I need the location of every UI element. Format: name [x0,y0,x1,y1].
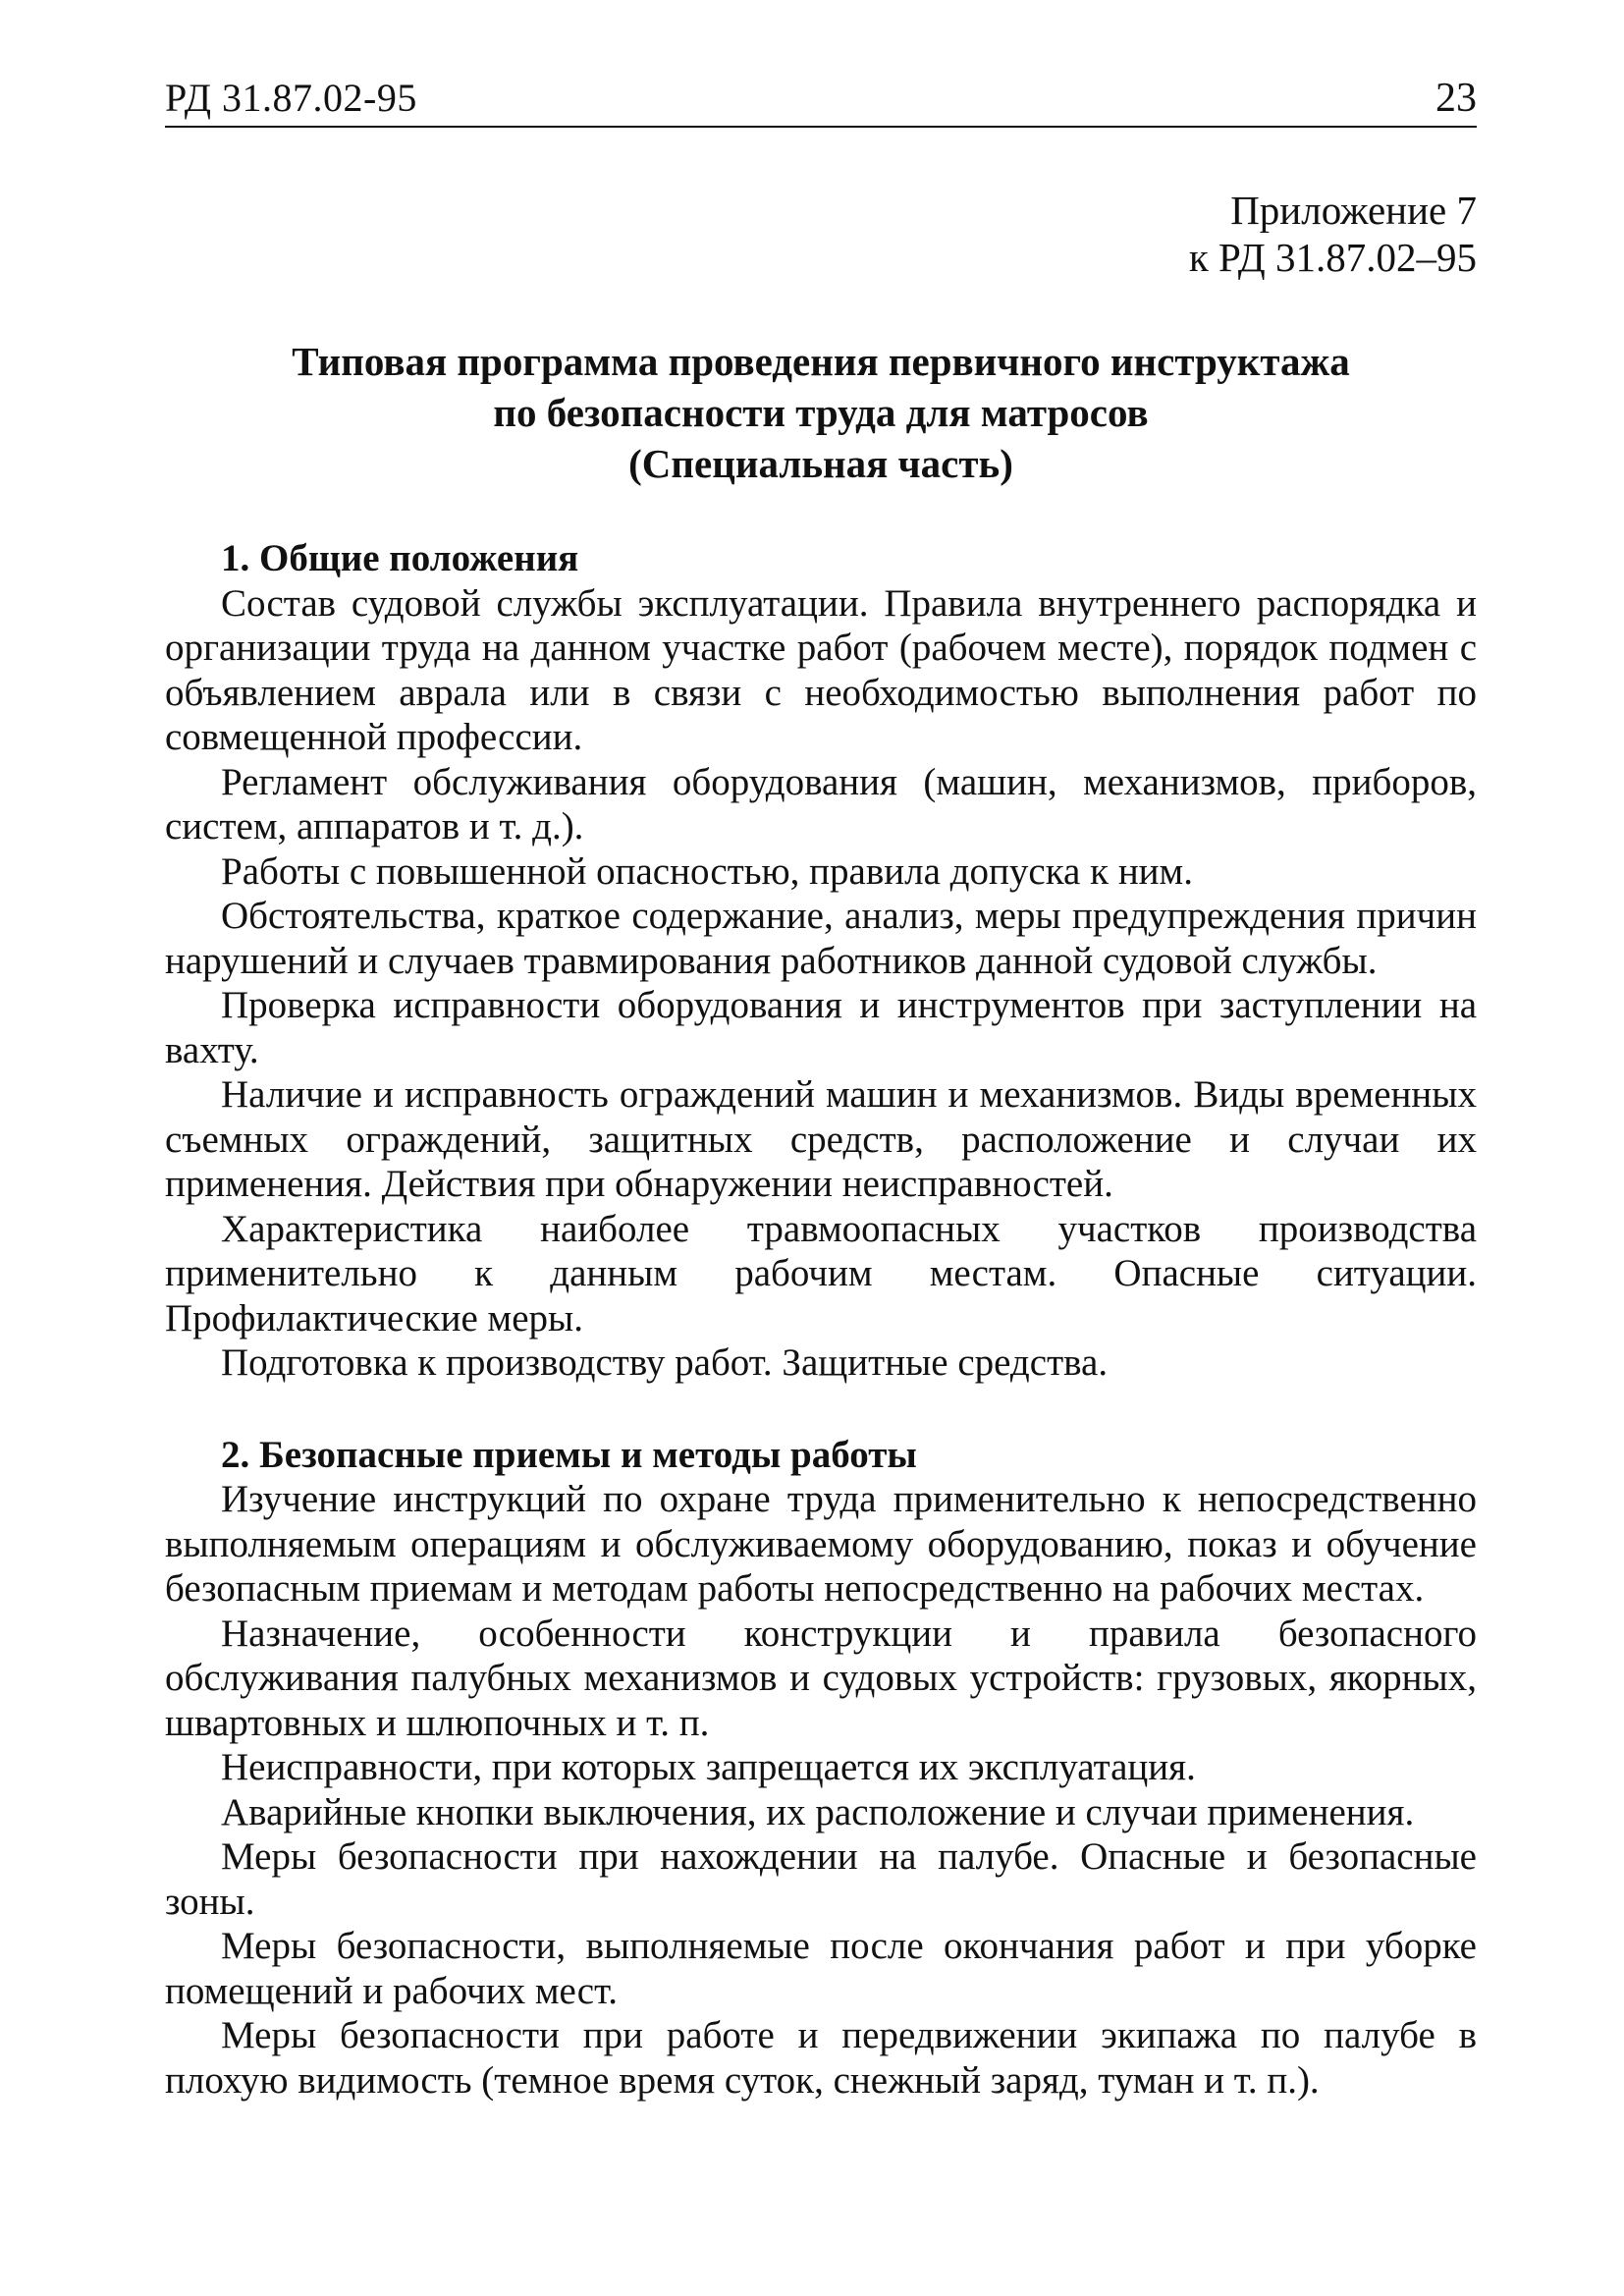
page-number: 23 [1435,76,1477,121]
section-heading-safe-methods: 2. Безопасные приемы и методы работы [221,1433,917,1476]
paragraph: Меры безопасности при работе и передвижении экипажа по палубе в плохую видимость (темное время суток, снежный заряд, туман и т. п.). [165,2014,1477,2102]
running-header [165,75,1477,128]
paragraph: Обстоятельства, краткое содержание, анализ, меры предупреждения причин нарушений и случаев травмирования работников данной судовой службы. [165,895,1477,982]
document-body [165,536,1477,2103]
appendix-line-1: Приложение 7 [1230,188,1477,233]
title-line-3: (Специальная часть) [628,441,1013,486]
paragraph: Регламент обслуживания оборудования (машин, механизмов, приборов, систем, аппаратов и т. д.). [165,760,1477,847]
section-heading-general: 1. Общие положения [221,537,579,579]
document-code: РД 31.87.02-95 [165,76,417,120]
paragraph: Наличие и исправность ограждений машин и механизмов. Виды временных съемных ограждений, защитных средств, расположение и случаи их применения. Действия при обнаружении неисправностей. [165,1073,1477,1205]
title-line-2: по безопасности труда для матросов [493,390,1149,435]
paragraph: Работы с повышенной опасностью, правила допуска к ним. [221,849,1193,893]
paragraph: Изучение инструкций по охране труда применительно к непосредственно выполняемым операциям и обслуживаемому оборудованию, показ и обучение безопасным приемам и методам работы непосредственно на рабочих местах. [165,1478,1477,1610]
paragraph: Неисправности, при которых запрещается их эксплуатация. [221,1746,1196,1788]
paragraph: Аварийные кнопки выключения, их расположение и случаи применения. [221,1790,1415,1833]
paragraph: Характеристика наиболее травмоопасных участков производства применительно к данным рабочим местам. Опасные ситуации. Профилактические меры. [165,1207,1477,1339]
paragraph: Меры безопасности при нахождении на палубе. Опасные и безопасные зоны. [165,1835,1477,1923]
document-page [165,0,1477,2296]
title-line-1: Типовая программа проведения первичного инструктажа [292,339,1350,384]
paragraph: Проверка исправности оборудования и инструментов при заступлении на вахту. [165,984,1477,1071]
paragraph: Меры безопасности, выполняемые после окончания работ и при уборке помещений и рабочих мест. [165,1925,1477,2012]
paragraph: Назначение, особенности конструкции и правила безопасного обслуживания палубных механизмов и судовых устройств: грузовых, якорных, швартовных и шлюпочных и т. п. [165,1612,1477,1744]
appendix-reference [1189,187,1477,281]
appendix-line-2: к РД 31.87.02–95 [1188,235,1477,280]
document-title [165,336,1477,489]
paragraph: Состав судовой службы эксплуатации. Правила внутреннего распорядка и организации труда на данном участке работ (рабочем месте), порядок подмен с объявлением аврала или в связи с необходимостью выполнения работ по совмещенной профессии. [165,581,1477,758]
paragraph: Подготовка к производству работ. Защитные средства. [221,1341,1109,1384]
